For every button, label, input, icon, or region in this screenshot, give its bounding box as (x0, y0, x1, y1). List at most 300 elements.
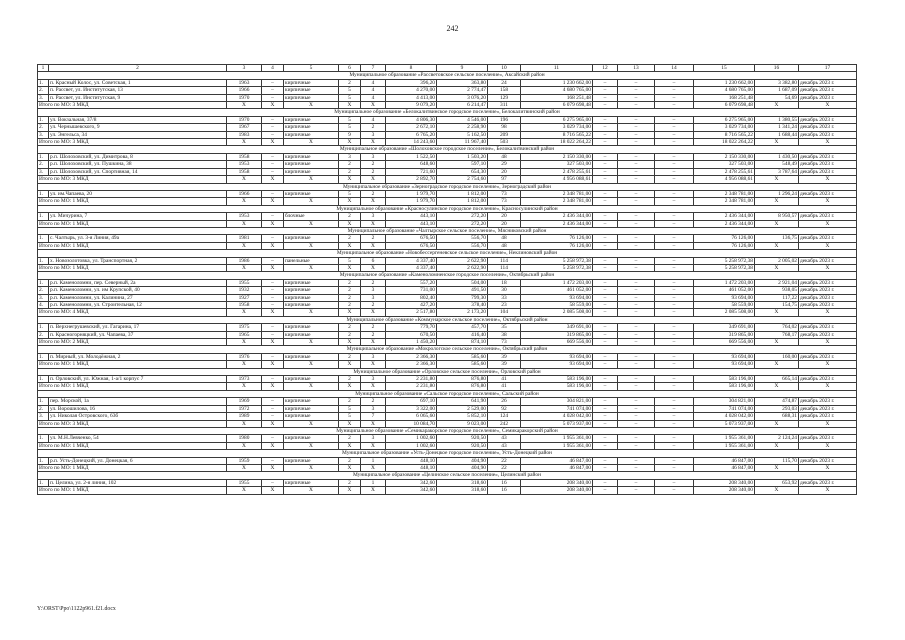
table-cell: – (262, 457, 284, 464)
subtotal-cell: X (339, 242, 361, 249)
table-row (38, 435, 857, 442)
table-cell: 1. (38, 324, 49, 331)
table-cell: 136,75 (755, 235, 799, 242)
table-cell: – (593, 279, 618, 286)
subtotal-cell: 669 556,00 (521, 339, 593, 346)
subtotal-cell: – (618, 102, 655, 109)
table-row (38, 294, 857, 301)
subtotal-label: Итого по МО: 2 МКД (38, 339, 227, 346)
subtotal-cell: 18 022 264,22 (694, 139, 755, 146)
municipality-section-row (38, 109, 857, 116)
table-cell: 73 (488, 190, 521, 197)
subtotal-cell: X (262, 264, 284, 271)
subtotal-cell: X (227, 198, 262, 205)
table-cell: 5 258 972,38 (694, 257, 755, 264)
subtotal-cell: 2 436 344,00 (694, 220, 755, 227)
table-row (38, 376, 857, 383)
table-cell: кирпичные (284, 405, 339, 412)
table-cell: – (593, 479, 618, 486)
subtotal-cell: X (227, 442, 262, 449)
subtotal-cell: X (361, 139, 386, 146)
table-cell: 670,50 (386, 331, 437, 338)
table-cell: – (593, 87, 618, 94)
subtotal-cell: – (655, 339, 694, 346)
subtotal-cell: X (284, 220, 339, 227)
subtotal-cell: X (339, 420, 361, 427)
table-cell: – (262, 190, 284, 197)
table-cell: кирпичные (284, 479, 339, 486)
subtotal-cell: – (655, 176, 694, 183)
subtotal-cell: – (593, 383, 618, 390)
table-cell: 24 (488, 79, 521, 86)
subtotal-cell: 242 (488, 420, 521, 427)
table-cell: п. Рассвет, ул. Институтская, 9 (49, 94, 227, 101)
table-cell: 1989 (227, 413, 262, 420)
subtotal-cell: 5 073 937,00 (521, 420, 593, 427)
table-cell: 1. (38, 398, 49, 405)
subtotal-cell: 104 (488, 309, 521, 316)
table-cell: 23 (488, 302, 521, 309)
table-cell: кирпичные (284, 413, 339, 420)
subtotal-cell: – (655, 220, 694, 227)
column-number-cell: 8 (386, 65, 437, 72)
table-cell: – (618, 94, 655, 101)
subtotal-cell: X (799, 220, 857, 227)
table-cell: 1 812,00 (437, 190, 488, 197)
table-cell: 2 (339, 168, 361, 175)
subtotal-cell: 6 214,47 (437, 102, 488, 109)
table-cell: – (262, 413, 284, 420)
subtotal-cell: 1 450,20 (386, 339, 437, 346)
subtotal-cell: – (593, 139, 618, 146)
subtotal-cell: X (361, 176, 386, 183)
table-cell: 208 340,00 (521, 479, 593, 486)
table-cell: – (618, 79, 655, 86)
table-cell: 876,80 (437, 376, 488, 383)
subtotal-label: Итого по МО: 3 МКД (38, 102, 227, 109)
table-cell: 5 852,10 (437, 413, 488, 420)
subtotal-cell: – (593, 242, 618, 249)
table-cell: 443,10 (386, 213, 437, 220)
table-cell: – (618, 376, 655, 383)
table-cell: – (262, 153, 284, 160)
table-cell: ул. Энгельса, 34 (49, 131, 227, 138)
table-row (38, 131, 857, 138)
subtotal-cell: X (227, 487, 262, 494)
table-cell: 2 150 330,00 (521, 153, 593, 160)
table-cell: 557,20 (386, 279, 437, 286)
table-cell: 4 (361, 116, 386, 123)
subtotal-cell: X (284, 464, 339, 471)
table-cell: декабрь 2023 г. (799, 168, 857, 175)
table-cell: декабрь 2023 г. (799, 331, 857, 338)
table-cell: 1 002,60 (386, 435, 437, 442)
table-row (38, 79, 857, 86)
table-cell: 556,70 (437, 235, 488, 242)
table-cell: 1 (361, 457, 386, 464)
table-cell: р.п. Каменоломни, пер. Северный, 2а (49, 279, 227, 286)
subtotal-row (38, 339, 857, 346)
subtotal-cell: X (755, 464, 799, 471)
table-cell: 22 (488, 457, 521, 464)
table-cell: 16 (488, 479, 521, 486)
table-cell: – (593, 302, 618, 309)
table-cell: 1975 (227, 324, 262, 331)
subtotal-label: Итого по МО: 1 МКД (38, 242, 227, 249)
table-cell: – (618, 435, 655, 442)
subtotal-cell: 2 622,90 (437, 264, 488, 271)
subtotal-cell: X (799, 176, 857, 183)
table-cell: – (618, 131, 655, 138)
subtotal-cell: 18 022 264,22 (521, 139, 593, 146)
subtotal-cell: X (361, 487, 386, 494)
table-cell: кирпичные (284, 79, 339, 86)
table-cell: 802,40 (386, 294, 437, 301)
table-cell: 461 052,00 (521, 287, 593, 294)
subtotal-cell: X (799, 383, 857, 390)
table-cell: 5 (339, 124, 361, 131)
table-cell: 457,70 (437, 324, 488, 331)
table-cell: – (593, 94, 618, 101)
table-cell: – (262, 116, 284, 123)
subtotal-cell: 669 556,00 (694, 339, 755, 346)
subtotal-cell: X (339, 139, 361, 146)
table-cell: 209 (488, 131, 521, 138)
subtotal-cell: – (618, 198, 655, 205)
table-cell: 1966 (227, 190, 262, 197)
subtotal-cell: X (361, 383, 386, 390)
table-cell: кирпичные (284, 302, 339, 309)
subtotal-cell: – (593, 442, 618, 449)
table-cell: 20 (488, 168, 521, 175)
subtotal-cell: X (284, 383, 339, 390)
subtotal-cell: – (655, 242, 694, 249)
subtotal-cell: X (284, 102, 339, 109)
table-cell: 1 472 203,00 (521, 279, 593, 286)
table-cell: – (618, 353, 655, 360)
table-cell: кирпичные (284, 294, 339, 301)
table-cell: 1. (38, 457, 49, 464)
municipality-section-row (38, 146, 857, 153)
table-cell: 48 (488, 153, 521, 160)
subtotal-cell: 114 (488, 264, 521, 271)
subtotal-cell: 2 436 344,00 (521, 220, 593, 227)
table-cell: декабрь 2023 г. (799, 287, 857, 294)
table-cell: кирпичные (284, 168, 339, 175)
table-cell: 461 052,00 (694, 287, 755, 294)
table-cell: 1. (38, 279, 49, 286)
subtotal-cell: 20 (488, 220, 521, 227)
table-cell: 938,05 (755, 287, 799, 294)
table-cell: 114 (488, 257, 521, 264)
table-cell: 9 (339, 131, 361, 138)
table-cell: – (262, 235, 284, 242)
table-cell: 504,00 (437, 279, 488, 286)
subtotal-cell: 1 002,60 (386, 442, 437, 449)
subtotal-cell: – (618, 220, 655, 227)
municipality-heading: Муниципальное образование «Красносулинское городское поселение», Красносулинский район (38, 205, 857, 212)
table-cell: – (262, 353, 284, 360)
table-cell: 26 (488, 398, 521, 405)
table-row (38, 168, 857, 175)
table-cell: 76 126,00 (694, 235, 755, 242)
subtotal-cell: – (593, 361, 618, 368)
table-cell: – (655, 124, 694, 131)
subtotal-cell: X (799, 242, 857, 249)
subtotal-label: Итого по МО: 1 МКД (38, 264, 227, 271)
table-cell: 1983 (227, 131, 262, 138)
table-row (38, 124, 857, 131)
table-cell: – (618, 287, 655, 294)
table-cell: – (593, 331, 618, 338)
subtotal-cell: X (361, 198, 386, 205)
table-cell: 585,60 (437, 353, 488, 360)
table-cell: 2 (361, 124, 386, 131)
table-cell: 2 622,90 (437, 257, 488, 264)
table-cell: – (593, 376, 618, 383)
subtotal-cell: – (618, 139, 655, 146)
table-cell: 1. (38, 235, 49, 242)
subtotal-cell: – (655, 383, 694, 390)
subtotal-row (38, 361, 857, 368)
column-number-row (38, 65, 857, 72)
table-cell: 1972 (227, 405, 262, 412)
column-number-cell: 11 (521, 65, 593, 72)
table-cell: 304 821,00 (521, 398, 593, 405)
subtotal-label: Итого по МО: 1 МКД (38, 361, 227, 368)
table-cell: 6 275 965,00 (521, 116, 593, 123)
subtotal-cell: – (618, 420, 655, 427)
table-cell: 3 076,20 (437, 94, 488, 101)
subtotal-cell: – (593, 220, 618, 227)
subtotal-label: Итого по МО: 1 МКД (38, 198, 227, 205)
subtotal-cell: X (799, 487, 857, 494)
subtotal-cell: 2 754,60 (437, 176, 488, 183)
subtotal-cell: X (755, 361, 799, 368)
table-cell: кирпичные (284, 331, 339, 338)
municipality-heading: Муниципальное образование «Белокалитвинское городское поселение», Белокалитвинский район (38, 109, 857, 116)
subtotal-cell: – (655, 361, 694, 368)
table-cell: 363,80 (437, 79, 488, 86)
subtotal-cell: 920,50 (437, 442, 488, 449)
subtotal-cell: X (799, 339, 857, 346)
subtotal-cell: – (593, 464, 618, 471)
subtotal-row (38, 242, 857, 249)
table-cell: п. Мирный, ул. Молодёжная, 2 (49, 353, 227, 360)
table-cell: – (655, 479, 694, 486)
subtotal-cell: X (361, 442, 386, 449)
table-cell: 2 672,10 (386, 124, 437, 131)
table-cell: – (593, 124, 618, 131)
municipality-section-row (38, 390, 857, 397)
table-cell: 1. (38, 479, 49, 486)
table-cell: 1981 (227, 235, 262, 242)
subtotal-label: Итого по МО: 4 МКД (38, 309, 227, 316)
column-number-cell: 4 (262, 65, 284, 72)
subtotal-cell: X (799, 264, 857, 271)
table-cell: – (655, 116, 694, 123)
table-cell: 349 691,00 (521, 324, 593, 331)
table-cell: 1 522,50 (386, 153, 437, 160)
subtotal-cell: – (618, 487, 655, 494)
subtotal-cell: X (227, 464, 262, 471)
column-number-cell: 12 (593, 65, 618, 72)
table-cell: 1932 (227, 287, 262, 294)
table-cell: 697,10 (386, 398, 437, 405)
table-cell: – (618, 405, 655, 412)
table-cell: кирпичные (284, 153, 339, 160)
table-cell: 1. (38, 153, 49, 160)
table-cell: 779,70 (386, 324, 437, 331)
subtotal-cell: X (339, 361, 361, 368)
table-cell: 1963 (227, 79, 262, 86)
table-cell: 2 478 255,61 (694, 168, 755, 175)
table-cell: 3 (339, 153, 361, 160)
table-cell: 58 559,00 (521, 302, 593, 309)
table-cell: декабрь 2023 г. (799, 79, 857, 86)
table-cell: 2. (38, 405, 49, 412)
subtotal-cell: 4 337,40 (386, 264, 437, 271)
table-cell: 548,49 (755, 161, 799, 168)
subtotal-cell: 2 892,70 (386, 176, 437, 183)
table-cell: 1970 (227, 116, 262, 123)
municipality-section-row (38, 427, 857, 434)
subtotal-cell: X (755, 242, 799, 249)
table-cell: 3 (361, 131, 386, 138)
subtotal-cell: 14 243,60 (386, 139, 437, 146)
subtotal-cell: X (339, 309, 361, 316)
table-cell: 46 847,00 (521, 457, 593, 464)
table-row (38, 190, 857, 197)
table-cell: 5 258 972,38 (521, 257, 593, 264)
table-cell: – (262, 257, 284, 264)
subtotal-cell: X (755, 264, 799, 271)
subtotal-cell: 272,20 (437, 220, 488, 227)
subtotal-cell: – (655, 264, 694, 271)
column-number-cell: 7 (361, 65, 386, 72)
subtotal-cell: 2 085 508,00 (521, 309, 593, 316)
table-cell: 98 (488, 124, 521, 131)
subtotal-label: Итого по МО: 1 МКД (38, 442, 227, 449)
table-cell: п. Целина, ул. 2-я линия, 102 (49, 479, 227, 486)
table-cell: – (262, 479, 284, 486)
table-cell: – (593, 131, 618, 138)
subtotal-row (38, 383, 857, 390)
subtotal-cell: X (284, 339, 339, 346)
table-cell: 2 150 330,00 (694, 153, 755, 160)
table-cell: пер. Морской, 1а (49, 398, 227, 405)
table-cell: – (655, 161, 694, 168)
table-cell: 2. (38, 287, 49, 294)
table-cell: ул. Вокзальная, 37/8 (49, 116, 227, 123)
table-cell: 4 270,00 (386, 87, 437, 94)
subtotal-cell: – (618, 242, 655, 249)
subtotal-cell: 9 079,20 (386, 102, 437, 109)
table-cell: декабрь 2023 г. (799, 294, 857, 301)
table-cell: кирпичные (284, 457, 339, 464)
subtotal-cell: X (799, 198, 857, 205)
table-cell: р.п. Каменоломни, ул. Строительная, 12 (49, 302, 227, 309)
subtotal-cell: 16 (488, 487, 521, 494)
table-cell: 2 (339, 457, 361, 464)
subtotal-cell: 4 956 088,61 (521, 176, 593, 183)
table-cell: 416,40 (437, 331, 488, 338)
table-cell: 4 (361, 94, 386, 101)
subtotal-cell: X (227, 242, 262, 249)
table-cell: – (655, 79, 694, 86)
subtotal-cell: 9 023,00 (437, 420, 488, 427)
table-cell: р.п. Каменоломни, ул. им Крупской, 40 (49, 287, 227, 294)
table-cell: декабрь 2023 г. (799, 131, 857, 138)
table-cell: – (262, 376, 284, 383)
table-cell: 5 (339, 94, 361, 101)
table-cell: 5 (339, 116, 361, 123)
subtotal-cell: 874,10 (437, 339, 488, 346)
table-cell: 2 (361, 190, 386, 197)
subtotal-cell: X (227, 264, 262, 271)
table-cell: декабрь 2023 г. (799, 405, 857, 412)
table-cell: кирпичные (284, 435, 339, 442)
table-cell: 1955 (227, 279, 262, 286)
table-cell: декабрь 2023 г. (799, 213, 857, 220)
subtotal-cell: – (655, 102, 694, 109)
table-row (38, 153, 857, 160)
subtotal-cell: – (618, 339, 655, 346)
table-cell: 799,30 (437, 294, 488, 301)
table-cell: – (655, 279, 694, 286)
municipality-heading: Муниципальное образование «Каменоломненское городское поселение», Октябрьский район (38, 272, 857, 279)
subtotal-cell: X (284, 309, 339, 316)
table-cell: – (655, 302, 694, 309)
table-row (38, 457, 857, 464)
table-cell: 2. (38, 161, 49, 168)
subtotal-cell: X (361, 361, 386, 368)
table-cell: 1. (38, 79, 49, 86)
subtotal-cell: – (618, 176, 655, 183)
table-cell: – (618, 302, 655, 309)
table-cell: 1. (38, 435, 49, 442)
table-cell: – (655, 331, 694, 338)
table-cell: 327 503,00 (521, 161, 593, 168)
subtotal-cell: 2 366,30 (386, 361, 437, 368)
table-cell: 768,17 (755, 331, 799, 338)
table-cell: – (593, 324, 618, 331)
subtotal-cell: X (262, 464, 284, 471)
table-cell: – (618, 279, 655, 286)
subtotal-label: Итого по МО: 1 МКД (38, 220, 227, 227)
subtotal-cell: X (262, 139, 284, 146)
table-cell: 2 436 344,00 (694, 213, 755, 220)
subtotal-cell: – (618, 309, 655, 316)
table-cell: ул. Николая Островского, 63б (49, 413, 227, 420)
table-cell: 2 (339, 287, 361, 294)
subtotal-cell: – (618, 464, 655, 471)
table-cell: 3 (361, 287, 386, 294)
table-cell: – (618, 398, 655, 405)
subtotal-cell: 1 955 361,00 (694, 442, 755, 449)
table-cell: 1 472 203,00 (694, 279, 755, 286)
subtotal-cell: X (361, 102, 386, 109)
subtotal-cell: 48 (488, 242, 521, 249)
table-cell: декабрь 2023 г. (799, 324, 857, 331)
table-cell: 491,50 (437, 287, 488, 294)
table-cell: 1 955 361,00 (521, 435, 593, 442)
table-cell: декабрь 2023 г. (799, 435, 857, 442)
table-cell: 4 546,00 (437, 116, 488, 123)
subtotal-cell: X (755, 487, 799, 494)
table-cell: 1. (38, 376, 49, 383)
subtotal-row (38, 220, 857, 227)
